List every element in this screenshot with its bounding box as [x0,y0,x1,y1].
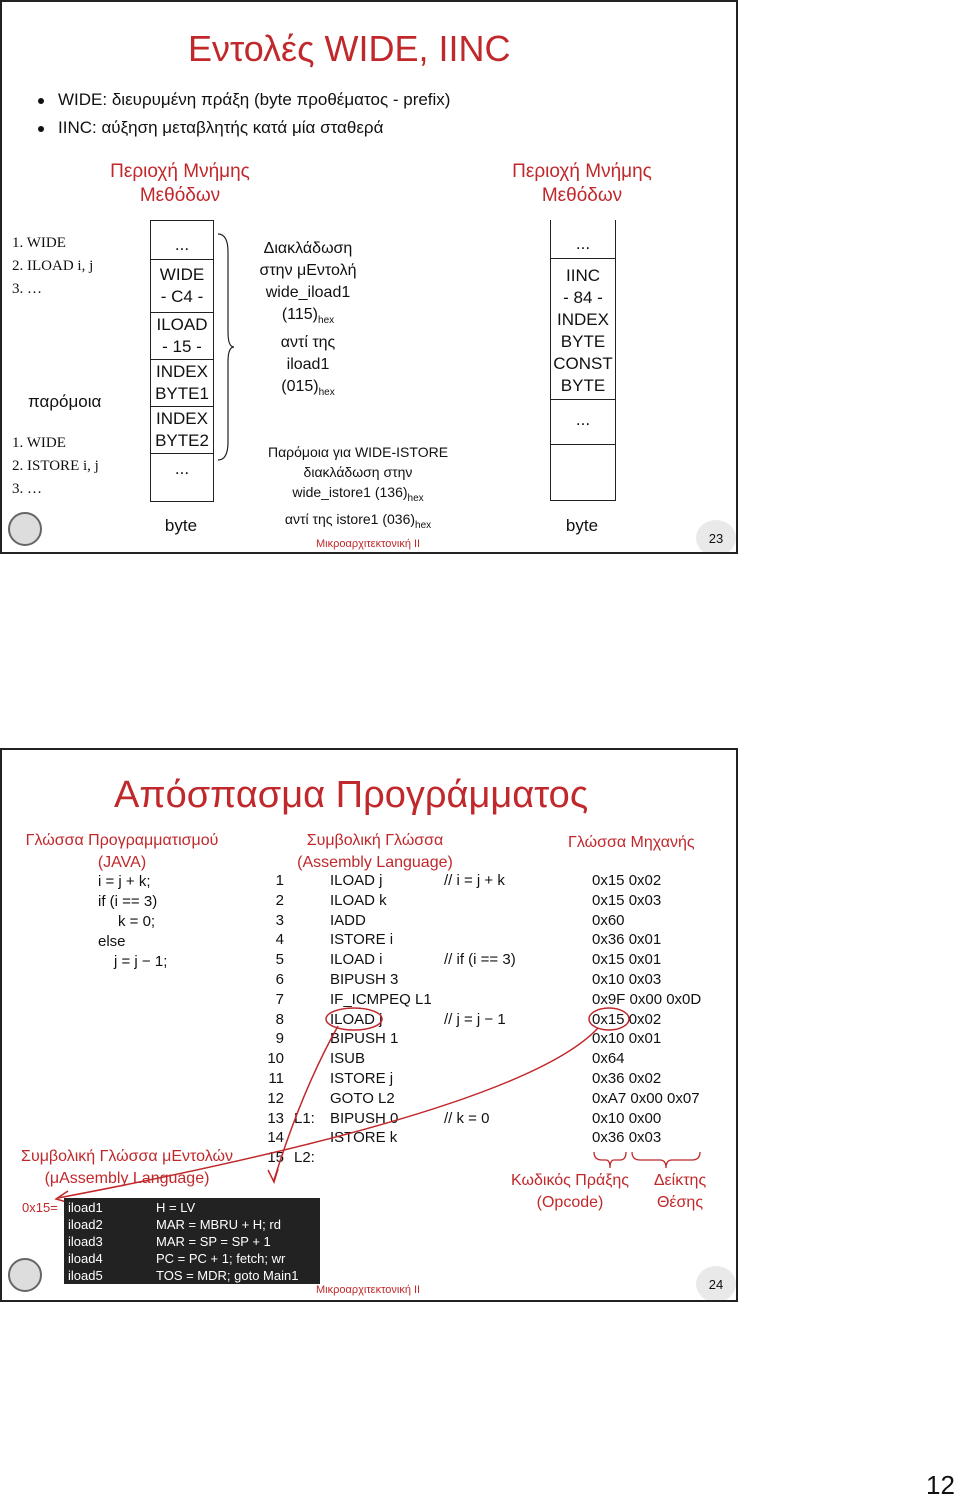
asm-n: 8 [275,1010,284,1028]
asm-n: 15 [267,1149,284,1167]
asm-code: 0x15 0x02 [592,872,662,889]
memory-block: WIDE - C4 - [151,260,213,313]
asm-code: 0x10 0x00 [592,1109,662,1127]
asm-code: 0x15 0x01 [592,951,662,969]
micro-name: iload4 [68,1251,103,1266]
machine-column-header: Γλώσσα Μηχανής [568,834,695,851]
memory-cell: ... [174,459,190,478]
asm-n: 6 [275,971,284,988]
micro-op: MAR = SP = SP + 1 [156,1234,271,1249]
asm-instr: GOTO L2 [330,1089,395,1107]
asm-n: 7 [275,990,284,1008]
asm-n: 11 [268,1070,284,1087]
micro-asm-label: Συμβολική Γλώσσα μΕντολών (μAssembly Language) [21,1148,233,1187]
asm-n: 5 [275,951,284,969]
description-branch: Διακλάδωση στην μΕντολή wide_iload1 $(115)_{hex}$ αντί της iload1 $(015)_{hex}$ [259,240,357,399]
similar-label: παρόμοια [28,392,102,411]
asm-label: L1: [294,1109,315,1127]
asm-instr: ILOAD i [330,951,383,969]
asm-code: 0x15 0x02 [592,1010,662,1028]
asm-instr: ILOAD j [330,872,383,889]
asm-instr: IF_ICMPEQ L1 [330,990,432,1008]
asm-code: 0x64 [592,1050,625,1068]
asm-comment: // i = j + k [444,872,505,889]
asm-instr: ISTORE i [330,931,394,949]
asm-n: 10 [267,1050,284,1068]
bullet-item: WIDE: διευρυμένη πράξη (byte προθέματος - prefix) [38,90,450,110]
asm-n: 4 [275,931,284,949]
micro-row [68,1250,316,1267]
asm-code: 0x36 0x03 [592,1129,662,1147]
asm-label: L2: [294,1149,315,1167]
footer-text: Μικροαρχιτεκτονική ΙΙ [316,538,421,550]
asm-n: 1 [275,872,284,889]
opcode-label: Κωδικός Πράξης (Opcode) [511,1172,629,1211]
memory-block: INDEX BYTE1 [151,360,213,407]
micro-row [68,1267,316,1284]
memory-block: IINC - 84 - INDEX BYTE CONST BYTE [551,259,615,400]
memory-cell: ... [551,400,615,445]
asm-instr: ILOAD j [330,1010,383,1028]
memory-column-right [550,220,616,501]
bullet-item: IINC: αύξηση μεταβλητής κατά μία σταθερά [38,118,383,138]
slide-title: Απόσπασμα Προγράμματος [114,774,589,816]
byte-label-right: byte [565,516,599,535]
asm-code: 0x60 [592,911,625,929]
brace-icon [216,232,236,462]
asm-comment: // if (i == 3) [444,951,516,969]
asm-instr: IADD [330,911,366,929]
asm-code: 0x36 0x01 [592,931,662,949]
micro-op: MAR = MBRU + H; rd [156,1217,281,1232]
slide-number: 23 [696,520,736,554]
index-label: Δείκτης Θέσης [653,1172,707,1211]
asm-n: 9 [275,1030,284,1048]
memory-block: INDEX BYTE2 [151,407,213,454]
asm-code: 0x36 0x02 [592,1070,662,1087]
page-number: 12 [926,1470,955,1500]
bullet-icon [38,98,44,104]
micro-row [68,1199,316,1216]
micro-name: iload2 [68,1217,103,1232]
asm-comment: // j = j − 1 [444,1010,506,1028]
micro-name: iload3 [68,1234,103,1249]
asm-n: 14 [267,1129,284,1147]
micro-op: PC = PC + 1; fetch; wr [156,1251,286,1266]
slide-title: Εντολές WIDE, IINC [188,28,511,69]
footer-text: Μικροαρχιτεκτονική ΙΙ [316,1284,421,1296]
memory-column-left [150,220,214,502]
asm-code: 0x15 0x03 [592,891,662,909]
java-code: i = j + k; if (i == 3) k = 0; else j = j − 1; [98,873,168,970]
description-istore: Παρόμοια για WIDE-ISTORE διακλάδωση στην wide_istore1 $(136)_{hex}$ αντί της istore1 $(036)_{hex}$ [267,444,449,531]
memory-cell: ... [151,221,213,260]
instruction-list-2: 1. WIDE 2. ISTORE i, j 3. … [12,435,99,497]
micro-row [68,1216,316,1233]
asm-comment: // k = 0 [444,1109,490,1127]
memory-block: ILOAD - 15 - [151,313,213,360]
asm-instr: ISUB [330,1050,366,1068]
asm-instr: BIPUSH 1 [330,1030,399,1048]
asm-instr: ISTORE k [330,1129,398,1147]
java-column-header: Γλώσσα Προγραμματισμού (JAVA) [25,832,219,871]
micro-op: TOS = MDR; goto Main1 [156,1268,299,1283]
asm-n: 3 [275,911,284,929]
bullet-icon [38,126,44,132]
asm-code: 0x10 0x03 [592,971,662,988]
asm-instr: BIPUSH 0 [330,1109,399,1127]
micro-name: iload5 [68,1268,103,1283]
asm-column-header: Συμβολική Γλώσσα (Assembly Language) [297,832,453,871]
slide-24 [0,748,738,1302]
micro-op: H = LV [156,1200,196,1215]
micro-row [68,1233,316,1250]
micro-name: iload1 [68,1200,103,1215]
asm-instr: ILOAD k [330,891,387,909]
opcode-prefix: 0x15= [22,1200,58,1215]
asm-instr: BIPUSH 3 [330,971,399,988]
asm-code: 0x9F 0x00 0x0D [592,990,702,1008]
memory-label-left: Περιοχή Μνήμης Μεθόδων [110,161,250,206]
micro-table [64,1198,320,1284]
university-logo-icon [8,512,42,546]
slide-number: 24 [696,1266,736,1302]
university-logo-icon [8,1258,42,1292]
asm-code: 0x10 0x01 [592,1030,662,1048]
memory-label-right: Περιοχή Μνήμης Μεθόδων [512,161,652,206]
slide-23 [0,0,738,554]
instruction-list-1: 1. WIDE 2. ILOAD i, j 3. … [12,235,94,297]
asm-instr: ISTORE j [330,1070,394,1087]
asm-code: 0xA7 0x00 0x07 [592,1089,700,1107]
byte-label-left: byte [164,516,198,535]
asm-n: 13 [267,1109,284,1127]
memory-cell: ... [551,220,615,259]
asm-n: 12 [267,1089,284,1107]
asm-n: 2 [275,891,284,909]
